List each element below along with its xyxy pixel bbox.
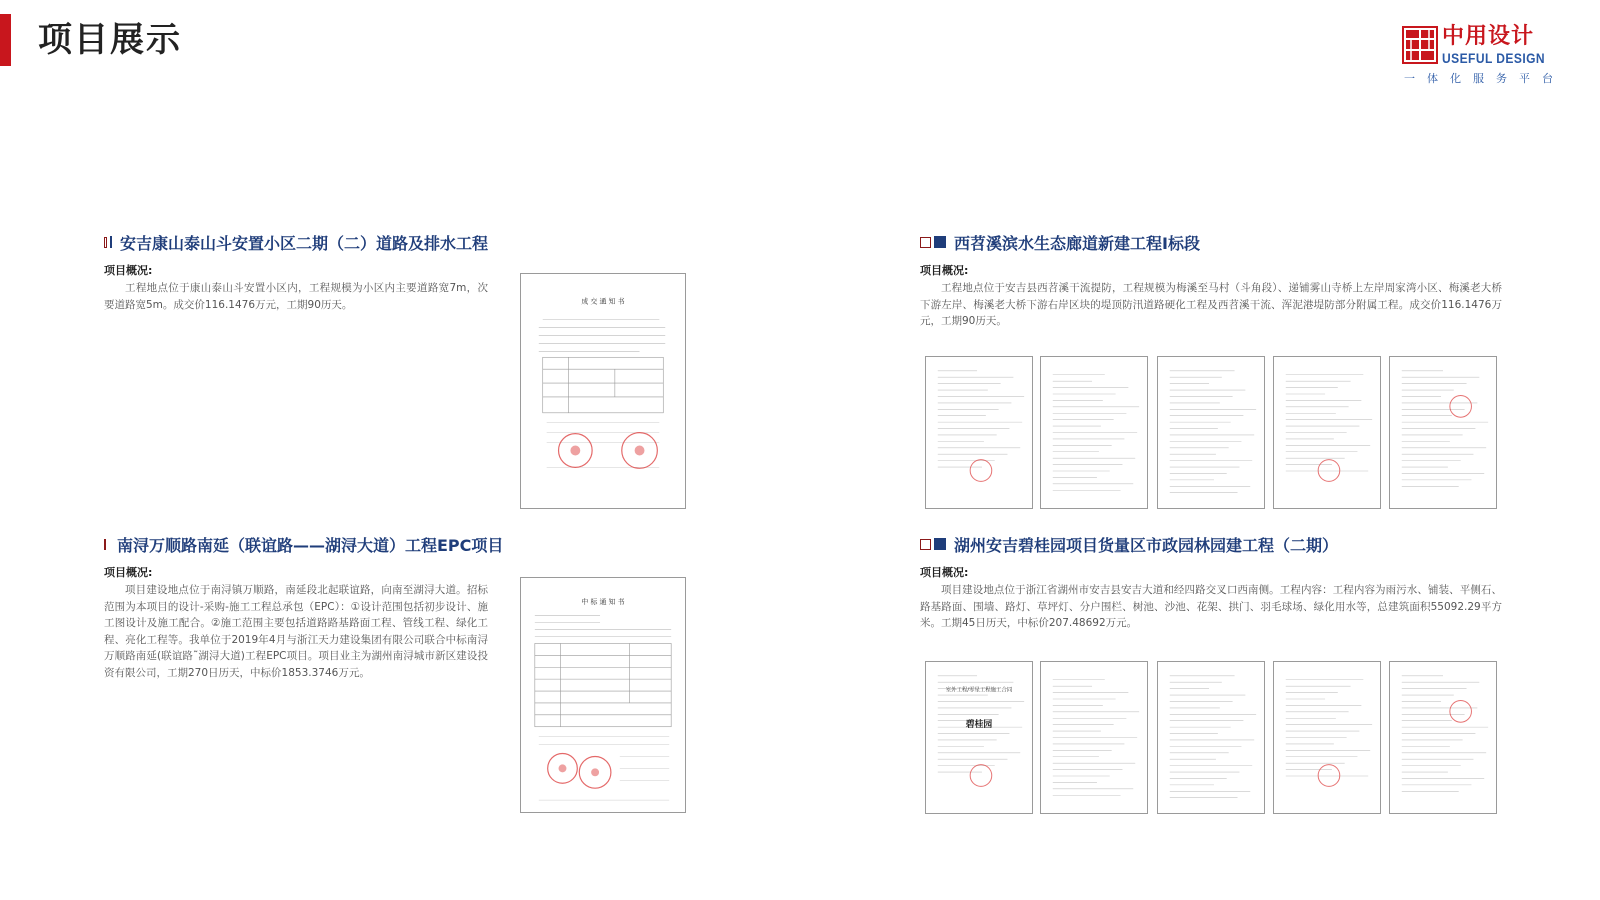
project-section-3 bbox=[104, 532, 504, 681]
project-title: 西苕溪滨水生态廊道新建工程I标段 bbox=[954, 233, 1200, 253]
project-description: 项目建设地点位于南浔镇万顺路，南延段北起联谊路，向南至湖浔大道。招标范围为本项目的设计-采购-施工工程总承包（EPC）：①设计范围包括初步设计、施工图设计及施工配合。②施工范围主要包括道路路基路面工程、管线工程、绿化工程、亮化工程等。我单位于2019年4月与浙江天力建设集团有限公司联合中标南浔万顺路南延(联谊路˜湖浔大道)工程EPC项目。项目业主为湖州南浔城市新区建设投资有限公司，工期270日历天，中标价1853.3746万元。 bbox=[104, 584, 488, 679]
project-title: 湖州安吉碧桂园项目货量区市政园林园建工程（二期） bbox=[954, 535, 1339, 555]
project-section-2 bbox=[920, 230, 1502, 330]
section-marker-outline-icon bbox=[104, 539, 106, 550]
red-seal-icon bbox=[1318, 460, 1340, 482]
project-description: 项目建设地点位于浙江省湖州市安吉县安吉大道和经四路交叉口西南侧。工程内容：工程内容为雨污水、铺装、平侧石、路基路面、围墙、路灯、草坪灯、分户围栏、树池、沙池、花架、拱门、羽毛球场、绿化用水等，总建筑面积55092.29平方米。工期45日历天，中标价207.48692万元。 bbox=[920, 584, 1502, 629]
red-seal-icon bbox=[970, 765, 992, 787]
red-seal-icon bbox=[1450, 395, 1472, 417]
section-marker-solid-icon bbox=[934, 538, 946, 550]
document-image bbox=[520, 577, 686, 813]
page-title: 项目展示 bbox=[38, 20, 182, 60]
useful-design-logo-icon bbox=[1402, 26, 1438, 64]
red-seal-icon bbox=[1318, 765, 1340, 787]
document-image bbox=[1157, 661, 1265, 814]
document-image bbox=[520, 273, 686, 509]
document-image bbox=[1040, 661, 1148, 814]
document-heading: 室外工程/零星工程施工合同 bbox=[945, 687, 1013, 694]
document-image bbox=[925, 661, 1033, 814]
document-image bbox=[1040, 356, 1148, 509]
document-image bbox=[1157, 356, 1265, 509]
document-heading: 中 标 通 知 书 bbox=[581, 597, 625, 606]
section-marker-outline-icon bbox=[920, 237, 931, 248]
document-image bbox=[925, 356, 1033, 509]
project-title: 南浔万顺路南延（联谊路——湖浔大道）工程EPC项目 bbox=[117, 535, 504, 555]
project-section-4 bbox=[920, 532, 1502, 632]
document-image bbox=[1389, 661, 1497, 814]
title-accent-bar bbox=[0, 14, 11, 66]
document-image bbox=[1273, 356, 1381, 509]
section-marker-outline-icon bbox=[104, 237, 107, 248]
document-brand: 碧桂园 bbox=[965, 720, 993, 731]
section-marker-outline-icon bbox=[920, 539, 931, 550]
project-description: 工程地点位于康山泰山斗安置小区内，工程规模为小区内主要道路宽7m，次要道路宽5m。成交价116.1476万元，工期90历天。 bbox=[104, 282, 488, 311]
logo-tagline: 一体化服务平台 bbox=[1404, 72, 1565, 85]
red-seal-icon bbox=[970, 460, 992, 482]
overview-label: 项目概况: bbox=[104, 264, 153, 277]
overview-label: 项目概况: bbox=[920, 566, 969, 579]
red-seal-icon bbox=[1450, 700, 1472, 722]
section-marker-solid-icon bbox=[934, 236, 946, 248]
section-marker-solid-icon bbox=[110, 236, 112, 248]
project-title: 安吉康山泰山斗安置小区二期（二）道路及排水工程 bbox=[119, 233, 488, 253]
company-logo bbox=[1402, 24, 1565, 90]
document-image bbox=[1389, 356, 1497, 509]
document-image bbox=[1273, 661, 1381, 814]
overview-label: 项目概况: bbox=[920, 264, 969, 277]
project-description: 工程地点位于安吉县西苕溪干流提防，工程规模为梅溪至马村（斗角段）、递铺雾山寺桥上左岸周家湾小区、梅溪老大桥下游左岸、梅溪老大桥下游右岸区块的堤顶防汛道路硬化工程及西苕溪干流、浑泥港堤防部分附属工程。成交价116.1476万元，工期90历天。 bbox=[920, 282, 1502, 327]
logo-chinese-name: 中用设计 bbox=[1442, 24, 1535, 49]
overview-label: 项目概况: bbox=[104, 566, 153, 579]
project-section-1 bbox=[104, 230, 488, 313]
logo-english-name: USEFUL DESIGN bbox=[1442, 50, 1546, 66]
document-heading: 成 交 通 知 书 bbox=[581, 297, 625, 306]
